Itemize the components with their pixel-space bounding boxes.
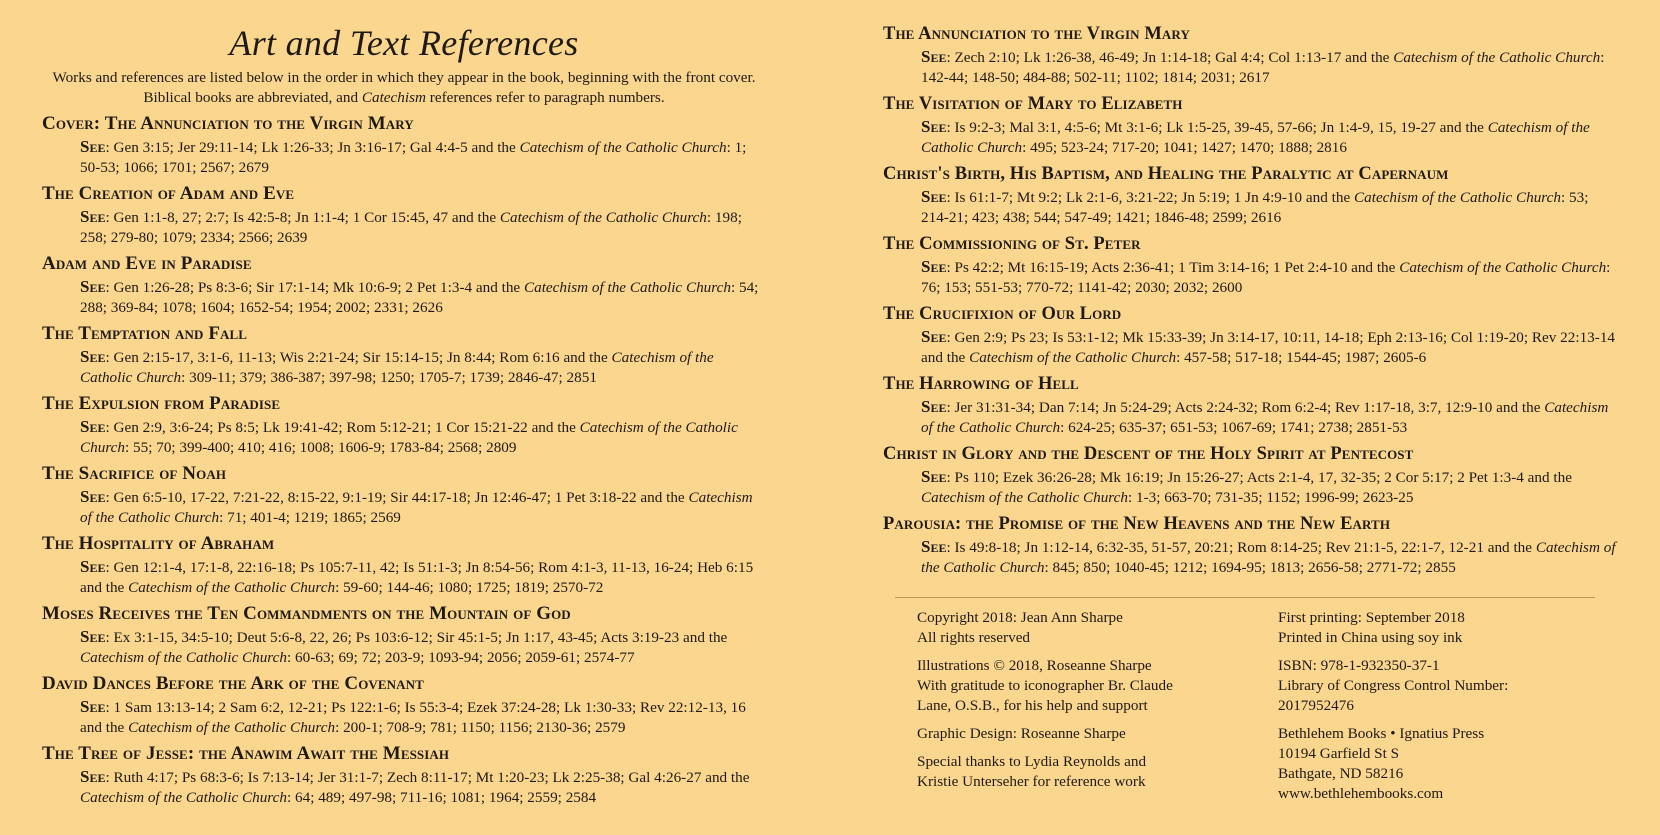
colophon-line: Illustrations © 2018, Roseanne Sharpe (917, 657, 1152, 674)
see-label: See (80, 557, 106, 576)
reference-entry (42, 112, 766, 178)
catechism-paragraphs: : 198; 258; 279-80; 1079; 2334; 2566; 2639 (80, 209, 742, 246)
entry-title: The Expulsion from Paradise (42, 393, 281, 414)
reference-entry (883, 372, 1618, 438)
scripture-refs: Gen 3:15; Jer 29:11-14; Lk 1:26-33; Jn 3:16-17; Gal 4:4-5 and the (113, 139, 520, 156)
see-label: See (921, 467, 947, 486)
entry-title: The Hospitality of Abraham (42, 533, 275, 554)
catechism-paragraphs: : 76; 153; 551-53; 770-72; 1141-42; 2030; 2032; 2600 (921, 259, 1611, 296)
reference-entry (42, 392, 766, 458)
intro-paragraph (42, 68, 766, 108)
entry-references (921, 397, 1618, 438)
scripture-refs: Jer 31:31-34; Dan 7:14; Jn 5:24-29; Acts 2:24-32; Rom 6:2-4; Rev 1:17-18, 3:7, 12:9-10 and the (954, 399, 1545, 416)
colophon-line: 10194 Garfield St S (1278, 745, 1400, 762)
see-colon: : (946, 189, 955, 206)
catechism-paragraphs: : 71; 401-4; 1219; 1865; 2569 (219, 509, 401, 526)
catechism-paragraphs: : 1; 50-53; 1066; 1701; 2567; 2679 (80, 139, 747, 176)
catechism-title: Catechism of the Catholic Church (969, 349, 1177, 366)
see-colon: : (946, 119, 955, 136)
see-label: See (80, 277, 106, 296)
catechism-title: Catechism of the Catholic Church (921, 399, 1609, 436)
entry-title: The Annunciation to the Virgin Mary (883, 24, 1190, 44)
entry-title: The Sacrifice of Noah (42, 463, 227, 484)
scripture-refs: Gen 12:1-4, 17:1-8, 22:16-18; Ps 105:7-11, 42; Is 51:1-3; Jn 8:54-56; Rom 4:1-3, 11-13, 16-24; Heb 6:15 and the (80, 559, 754, 596)
entry-references (80, 417, 766, 458)
right-entries-list (883, 22, 1618, 578)
reference-entry (42, 252, 766, 318)
entry-references (921, 47, 1618, 88)
reference-entry (883, 302, 1618, 368)
entry-references (80, 487, 766, 528)
reference-entry (883, 442, 1618, 508)
see-label: See (80, 347, 106, 366)
see-label: See (80, 207, 106, 226)
see-label: See (921, 257, 947, 276)
colophon-line: Lane, O.S.B., for his help and support (917, 697, 1148, 714)
colophon-line: Bethlehem Books • Ignatius Press (1278, 725, 1485, 742)
catechism-paragraphs: : 457-58; 517-18; 1544-45; 1987; 2605-6 (1176, 349, 1427, 366)
see-colon: : (946, 469, 955, 486)
see-colon: : (105, 209, 114, 226)
see-label: See (921, 117, 947, 136)
colophon-line: Copyright 2018: Jean Ann Sharpe (917, 609, 1123, 626)
colophon-block (917, 608, 1247, 648)
catechism-title: Catechism of the Catholic Church (499, 209, 707, 226)
colophon-line: First printing: September 2018 (1278, 609, 1465, 626)
right-column (883, 0, 1618, 582)
colophon-line: ISBN: 978-1-932350-37-1 (1278, 657, 1440, 674)
page-title: Art and Text References (229, 23, 579, 63)
scripture-refs: Is 49:8-18; Jn 1:12-14, 6:32-35, 51-57, 20:21; Rom 8:14-25; Rev 21:1-5, 22:1-7, 12-21 and the (954, 539, 1536, 556)
see-label: See (921, 327, 947, 346)
entry-title: The Harrowing of Hell (883, 374, 1079, 394)
entry-title: Adam and Eve in Paradise (42, 253, 252, 274)
entry-title: Moses Receives the Ten Commandments on the Mountain of God (42, 603, 571, 624)
entry-title: Cover: The Annunciation to the Virgin Mary (42, 113, 414, 134)
entry-references (80, 557, 766, 598)
colophon-line: Library of Congress Control Number: (1278, 677, 1509, 694)
entry-references (80, 627, 766, 668)
scripture-refs: Is 61:1-7; Mt 9:2; Lk 2:1-6, 3:21-22; Jn 5:19; 1 Jn 4:9-10 and the (954, 189, 1354, 206)
see-colon: : (105, 349, 114, 366)
catechism-title: Catechism of the Catholic Church (128, 579, 336, 596)
see-colon: : (105, 279, 114, 296)
catechism-title: Catechism of the Catholic Church (80, 789, 287, 806)
scripture-refs: 1 Sam 13:13-14; 2 Sam 6:2, 12-21; Ps 122:1-6; Is 55:3-4; Ezek 37:24-28; Lk 1:30-33; Rev 22:12-13, 16 and the (80, 699, 746, 736)
entry-references (921, 187, 1618, 228)
see-label: See (80, 417, 106, 436)
entry-title: David Dances Before the Ark of the Covenant (42, 673, 424, 694)
entry-title: Christ in Glory and the Descent of the Holy Spirit at Pentecost (883, 444, 1414, 464)
colophon-line: www.bethlehembooks.com (1278, 785, 1444, 802)
reference-entry (883, 162, 1618, 228)
scripture-refs: Gen 2:9, 3:6-24; Ps 8:5; Lk 19:41-42; Rom 5:12-21; 1 Cor 15:21-22 and the (113, 419, 580, 436)
reference-entry (883, 512, 1618, 578)
reference-entry (42, 672, 766, 738)
catechism-paragraphs: : 1-3; 663-70; 731-35; 1152; 1996-99; 2623-25 (1127, 489, 1414, 506)
entry-references (80, 207, 766, 248)
catechism-paragraphs: : 64; 489; 497-98; 711-16; 1081; 1964; 2559; 2584 (286, 789, 597, 806)
catechism-paragraphs: : 495; 523-24; 717-20; 1041; 1427; 1470; 1888; 2816 (1022, 139, 1347, 156)
see-label: See (921, 47, 947, 66)
catechism-paragraphs: : 55; 70; 399-400; 410; 416; 1008; 1606-9; 1783-84; 2568; 2809 (125, 439, 517, 456)
scripture-refs: Ex 3:1-15, 34:5-10; Deut 5:6-8, 22, 26; Ps 103:6-12; Sir 45:1-5; Jn 1:17, 43-45; Acts 3:19-23 and the (113, 629, 728, 646)
see-colon: : (105, 139, 114, 156)
scripture-refs: Ps 42:2; Mt 16:15-19; Acts 2:36-41; 1 Tim 3:14-16; 1 Pet 2:4-10 and the (954, 259, 1400, 276)
colophon-line: 2017952476 (1278, 697, 1354, 714)
reference-entry (42, 182, 766, 248)
see-colon: : (946, 539, 955, 556)
colophon-block (917, 724, 1247, 744)
entry-references (80, 697, 766, 738)
left-entries-list (42, 112, 766, 808)
see-label: See (921, 537, 947, 556)
entry-references (921, 467, 1618, 508)
reference-entry (883, 92, 1618, 158)
entry-references (921, 327, 1618, 368)
see-label: See (80, 627, 106, 646)
catechism-paragraphs: : 142-44; 148-50; 484-88; 502-11; 1102; 1814; 2031; 2617 (921, 49, 1605, 86)
entry-title: The Crucifixion of Our Lord (883, 304, 1122, 324)
intro-italic: Catechism (361, 89, 426, 106)
see-colon: : (946, 49, 955, 66)
see-label: See (921, 187, 947, 206)
colophon-block (917, 752, 1247, 792)
see-label: See (80, 487, 106, 506)
intro-text-2: references refer to paragraph numbers. (425, 89, 665, 106)
catechism-paragraphs: : 53; 214-21; 423; 438; 544; 547-49; 1421; 1846-48; 2599; 2616 (921, 189, 1589, 226)
entry-title: Parousia: the Promise of the New Heavens and the New Earth (883, 514, 1391, 534)
see-colon: : (105, 699, 114, 716)
entry-references (921, 117, 1618, 158)
entry-references (921, 537, 1618, 578)
catechism-title: Catechism of the Catholic Church (80, 419, 738, 456)
catechism-title: Catechism of the Catholic Church (921, 489, 1128, 506)
see-colon: : (105, 769, 114, 786)
catechism-title: Catechism of the Catholic Church (921, 539, 1616, 576)
entry-title: The Creation of Adam and Eve (42, 183, 295, 204)
see-colon: : (105, 419, 114, 436)
colophon-block (917, 656, 1247, 716)
catechism-paragraphs: : 200-1; 708-9; 781; 1150; 1156; 2130-36; 2579 (335, 719, 626, 736)
colophon-line: Special thanks to Lydia Reynolds and (917, 753, 1147, 770)
left-column (42, 0, 766, 812)
catechism-title: Catechism of the Catholic Church (128, 719, 336, 736)
colophon-right (1278, 608, 1608, 812)
colophon-line: Printed in China using soy ink (1278, 629, 1463, 646)
scripture-refs: Gen 6:5-10, 17-22, 7:21-22, 8:15-22, 9:1-19; Sir 44:17-18; Jn 12:46-47; 1 Pet 3:18-22 and the (113, 489, 689, 506)
see-colon: : (946, 399, 955, 416)
reference-entry (883, 22, 1618, 88)
catechism-title: Catechism of the Catholic Church (1354, 189, 1561, 206)
see-colon: : (105, 559, 114, 576)
catechism-paragraphs: : 59-60; 144-46; 1080; 1725; 1819; 2570-72 (335, 579, 604, 596)
catechism-title: Catechism of the Catholic Church (1399, 259, 1607, 276)
reference-entry (42, 462, 766, 528)
scripture-refs: Gen 2:15-17, 3:1-6, 11-13; Wis 2:21-24; Sir 15:14-15; Jn 8:44; Rom 6:16 and the (113, 349, 612, 366)
scripture-refs: Gen 2:9; Ps 23; Is 53:1-12; Mk 15:33-39; Jn 3:14-17, 10:11, 14-18; Eph 2:13-16; Col 1:19-20; Rev 22:13-14 and the (921, 329, 1616, 366)
catechism-paragraphs: : 309-11; 379; 386-387; 397-98; 1250; 1705-7; 1739; 2846-47; 2851 (181, 369, 597, 386)
entry-references (921, 257, 1618, 298)
colophon-block (1278, 656, 1608, 716)
catechism-paragraphs: : 845; 850; 1040-45; 1212; 1694-95; 1813; 2656-58; 2771-72; 2855 (1044, 559, 1456, 576)
colophon-block (1278, 608, 1608, 648)
entry-references (80, 137, 766, 178)
colophon-line: Graphic Design: Roseanne Sharpe (917, 725, 1126, 742)
see-colon: : (105, 489, 114, 506)
scripture-refs: Zech 2:10; Lk 1:26-38, 46-49; Jn 1:14-18; Gal 4:4; Col 1:13-17 and the (954, 49, 1394, 66)
catechism-title: Catechism of the Catholic Church (80, 649, 287, 666)
see-colon: : (946, 259, 955, 276)
scripture-refs: Gen 1:1-8, 27; 2:7; Is 42:5-8; Jn 1:1-4; 1 Cor 15:45, 47 and the (113, 209, 500, 226)
see-label: See (80, 137, 106, 156)
catechism-title: Catechism of the Catholic Church (80, 489, 753, 526)
see-colon: : (946, 329, 955, 346)
colophon-line: Bathgate, ND 58216 (1278, 765, 1404, 782)
reference-entry (42, 742, 766, 808)
scripture-refs: Ruth 4:17; Ps 68:3-6; Is 7:13-14; Jer 31:1-7; Zech 8:11-17; Mt 1:20-23; Lk 2:25-38; Gal 4:26-27 and the (113, 769, 750, 786)
see-colon: : (105, 629, 114, 646)
colophon-left (917, 608, 1247, 800)
colophon-line: Kristie Unterseher for reference work (917, 773, 1146, 790)
reference-entry (42, 602, 766, 668)
catechism-title: Catechism of the Catholic Church (519, 139, 727, 156)
entry-references (80, 347, 766, 388)
catechism-title: Catechism of the Catholic Church (921, 119, 1590, 156)
reference-entry (883, 232, 1618, 298)
entry-references (80, 277, 766, 318)
scripture-refs: Gen 1:26-28; Ps 8:3-6; Sir 17:1-14; Mk 10:6-9; 2 Pet 1:3-4 and the (113, 279, 524, 296)
reference-entry (42, 322, 766, 388)
scripture-refs: Is 9:2-3; Mal 3:1, 4:5-6; Mt 3:1-6; Lk 1:5-25, 39-45, 57-66; Jn 1:4-9, 15, 19-27 and the (954, 119, 1488, 136)
colophon-line: All rights reserved (917, 629, 1031, 646)
entry-title: The Temptation and Fall (42, 323, 248, 344)
colophon-line: With gratitude to iconographer Br. Claude (917, 677, 1173, 694)
scripture-refs: Ps 110; Ezek 36:26-28; Mk 16:19; Jn 15:26-27; Acts 2:1-4, 17, 32-35; 2 Cor 5:17; 2 Pet 1:3-4 and the (954, 469, 1572, 486)
entry-title: The Visitation of Mary to Elizabeth (883, 94, 1183, 114)
colophon-block (1278, 724, 1608, 804)
see-label: See (80, 697, 106, 716)
catechism-paragraphs: : 624-25; 635-37; 651-53; 1067-69; 1741; 2738; 2851-53 (1060, 419, 1408, 436)
entry-title: The Commissioning of St. Peter (883, 234, 1141, 254)
see-label: See (80, 767, 106, 786)
see-label: See (921, 397, 947, 416)
catechism-title: Catechism of the Catholic Church (80, 349, 714, 386)
entry-references (80, 767, 766, 808)
intro-text-1: Works and references are listed below in the order in which they appear in the book, beginning with the front cover. Biblical books are abbreviated, and (52, 69, 756, 106)
entry-title: The Tree of Jesse: the Anawim Await the Messiah (42, 743, 450, 764)
reference-entry (42, 532, 766, 598)
divider-rule (895, 597, 1595, 598)
catechism-title: Catechism of the Catholic Church (1393, 49, 1601, 66)
catechism-title: Catechism of the Catholic Church (523, 279, 731, 296)
catechism-paragraphs: : 60-63; 69; 72; 203-9; 1093-94; 2056; 2059-61; 2574-77 (286, 649, 635, 666)
entry-title: Christ's Birth, His Baptism, and Healing the Paralytic at Capernaum (883, 164, 1449, 184)
catechism-paragraphs: : 54; 288; 369-84; 1078; 1604; 1652-54; 1954; 2002; 2331; 2626 (80, 279, 759, 316)
